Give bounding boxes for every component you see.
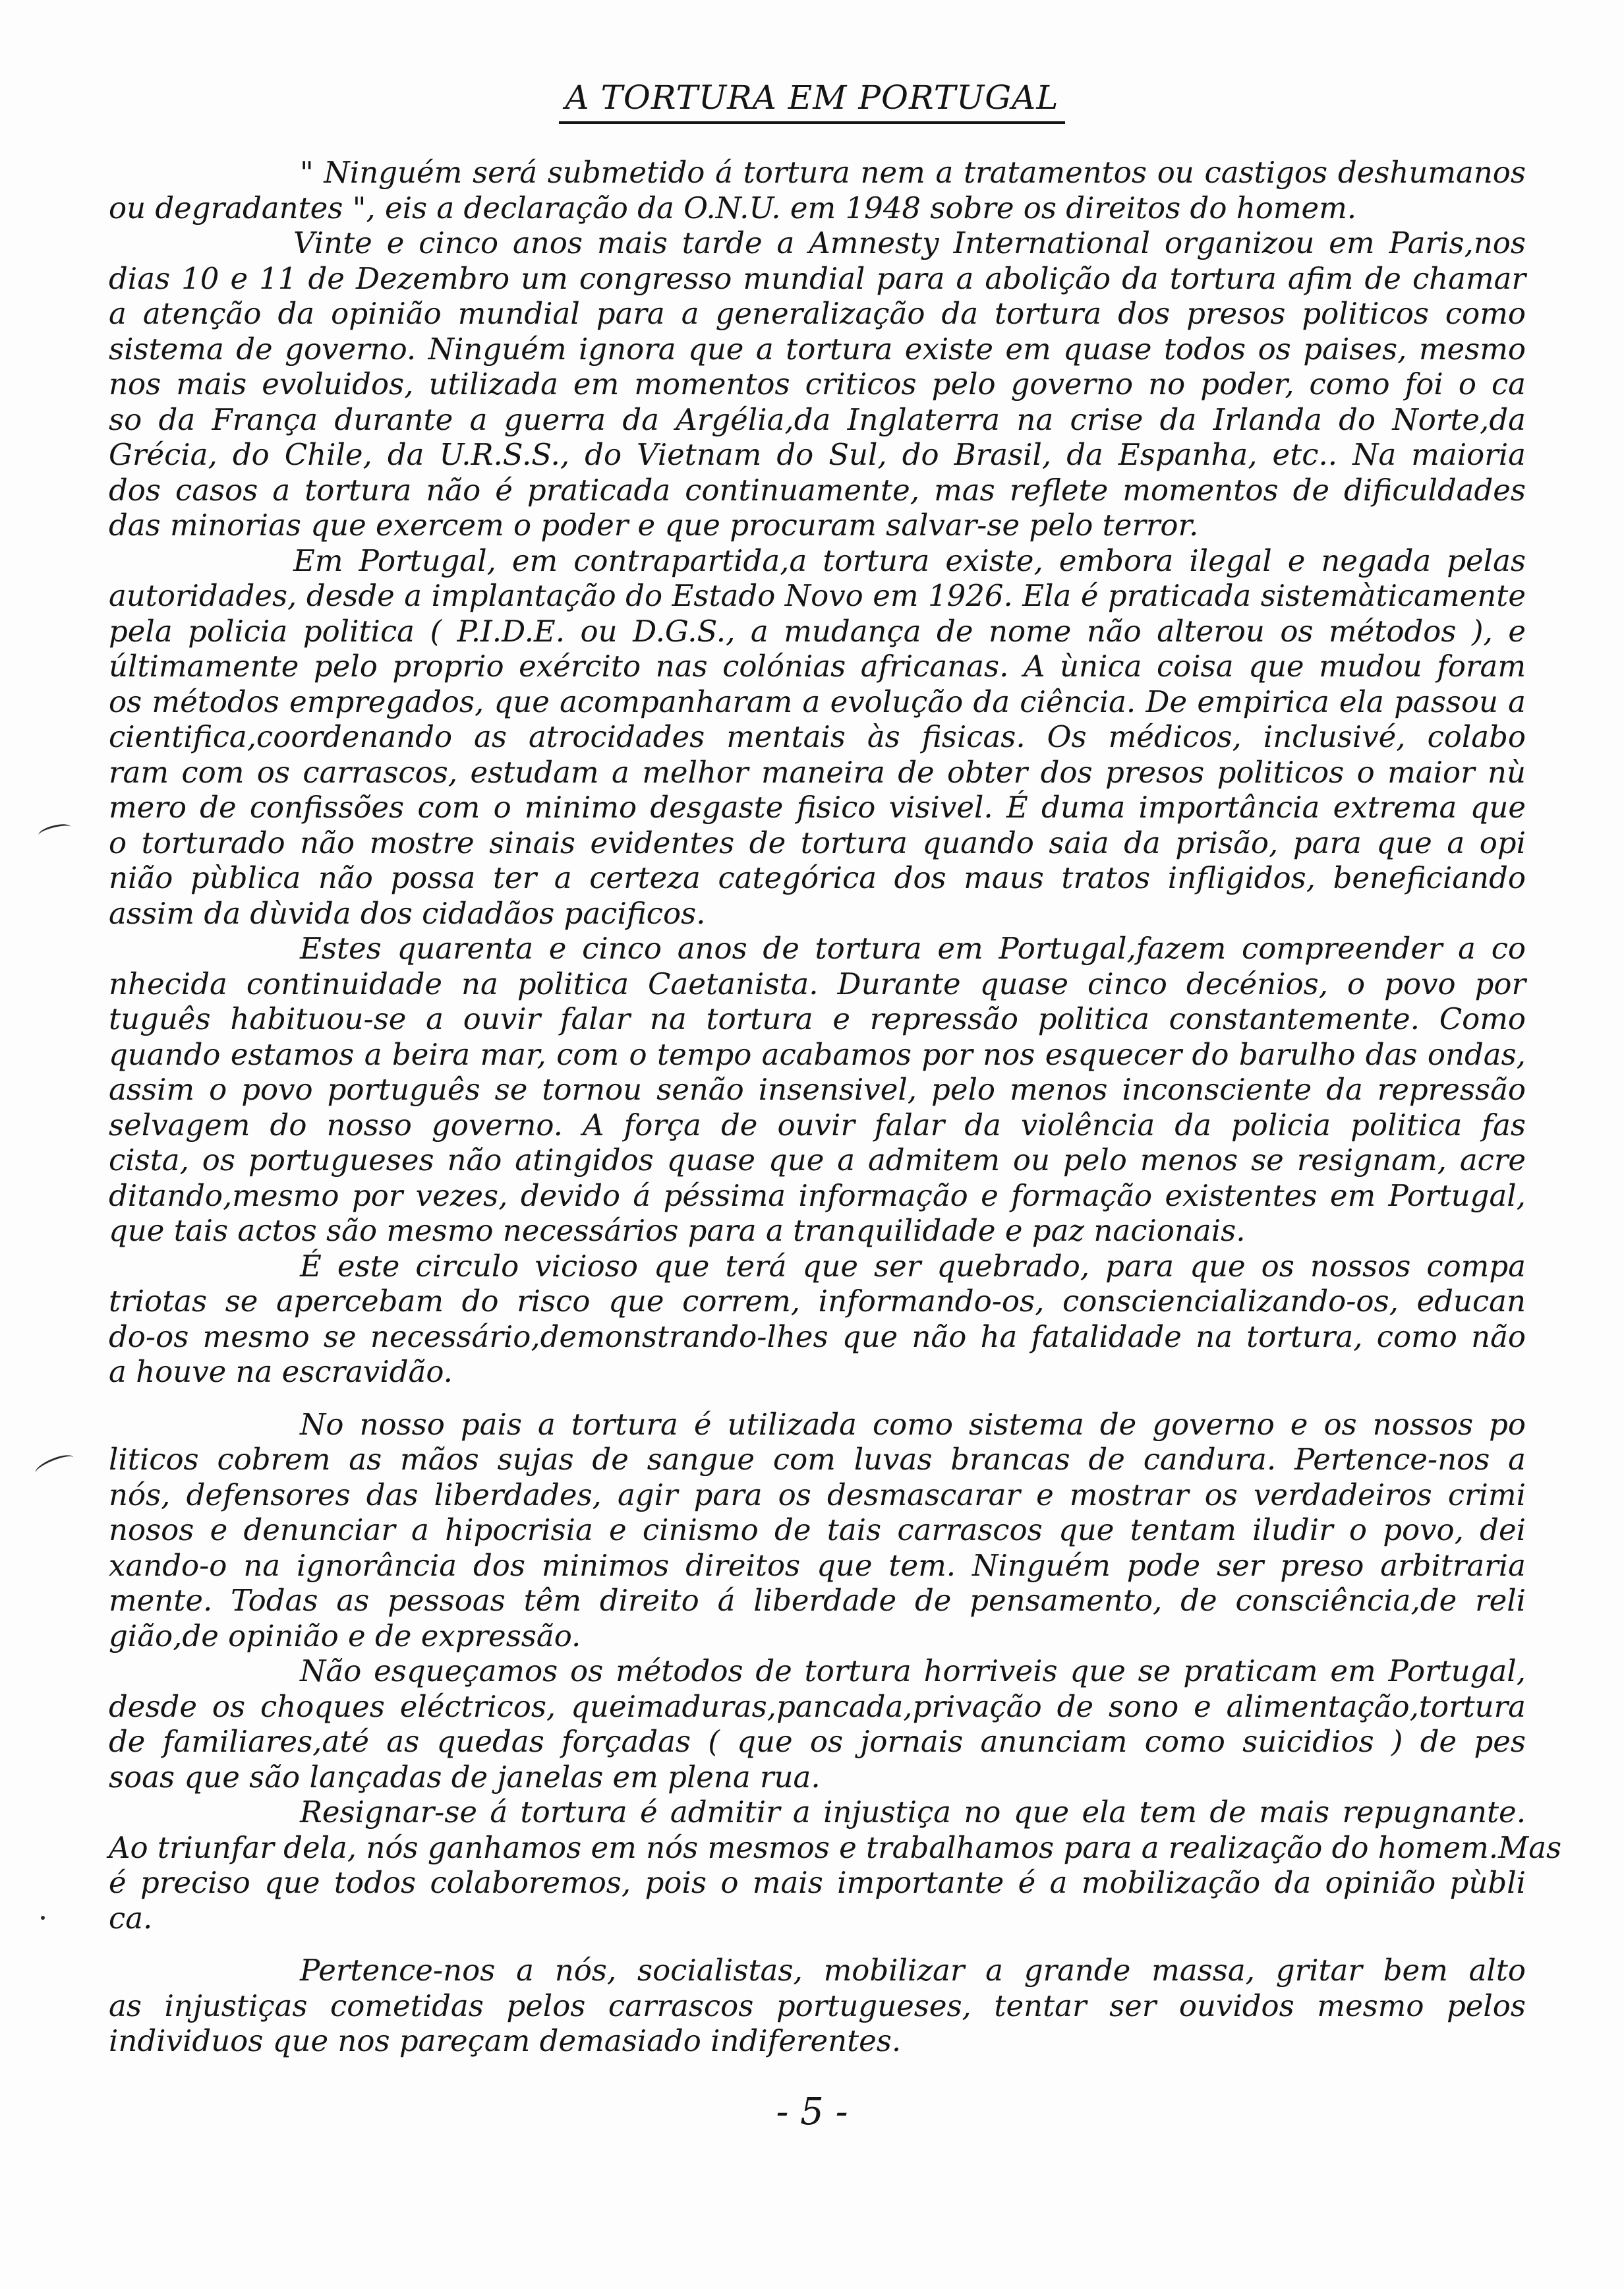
paragraph-vicious-circle <box>109 1249 1526 1390</box>
text-line: nos mais evoluidos, utilizada em momentos criticos pelo governo no poder, como foi o ca <box>109 367 1526 401</box>
text-line: mente. Todas as pessoas têm direito á liberdade de pensamento, de consciência,de reli <box>109 1583 1526 1618</box>
text-line: ditando,mesmo por vezes, devido á péssima informação e formação existentes em Portugal, <box>109 1177 1526 1213</box>
margin-pen-mark <box>38 821 72 841</box>
text-line: assim da dùvida dos cidadãos pacificos. <box>109 895 706 931</box>
text-line: triotas se apercebam do risco que correm, informando-os, consciencializando-os, educan <box>109 1284 1526 1319</box>
text-line: soas que são lançadas de janelas em plena rua. <box>109 1759 821 1795</box>
text-line: Pertence-nos a nós, socialistas, mobilizar a grande massa, gritar bem alto <box>300 1953 1526 1988</box>
text-line: autoridades, desde a implantação do Estado Novo em 1926. Ela é praticada sistemàticamente <box>109 578 1526 613</box>
text-line: a houve na escravidão. <box>109 1354 453 1389</box>
text-line: individuos que nos pareçam demasiado indiferentes. <box>109 2023 902 2058</box>
text-line: as injustiças cometidas pelos carrascos portugueses, tentar ser ouvidos mesmo pelos <box>109 1988 1526 2023</box>
text-line: cista, os portugueses não atingidos quase que a admitem ou pelo menos se resignam, acre <box>109 1143 1526 1177</box>
text-line: a atenção da opinião mundial para a generalização da tortura dos presos politicos como <box>109 296 1526 331</box>
text-line: so da França durante a guerra da Argélia,da Inglaterra na crise da Irlanda do Norte,da <box>109 401 1526 437</box>
document-title <box>0 78 1624 124</box>
text-line: mero de confissões com o minimo desgaste fisico visivel. É duma importância extrema que <box>109 790 1526 825</box>
page-number: - 5 - <box>776 2091 848 2133</box>
text-line: é preciso que todos colaboremos, pois o mais importante é a mobilização da opinião pùbli <box>109 1865 1526 1900</box>
paragraph-methods <box>109 1653 1526 1795</box>
margin-pen-mark <box>33 1451 76 1479</box>
text-line: que tais actos são mesmo necessários para a tranquilidade e paz nacionais. <box>109 1213 1246 1248</box>
text-line: Não esqueçamos os métodos de tortura horriveis que se praticam em Portugal, <box>300 1653 1526 1688</box>
text-line: ou degradantes ", eis a declaração da O.N.U. em 1948 sobre os direitos do homem. <box>109 190 1357 225</box>
text-line: No nosso pais a tortura é utilizada como sistema de governo e os nossos po <box>300 1406 1526 1442</box>
text-line: Estes quarenta e cinco anos de tortura em Portugal,fazem compreender a co <box>300 931 1526 966</box>
document-title-text: A TORTURA EM PORTUGAL <box>559 78 1066 124</box>
text-line: sistema de governo. Ninguém ignora que a tortura existe em quase todos os paises, mesmo <box>109 331 1526 367</box>
text-line: gião,de opinião e de expressão. <box>109 1618 581 1653</box>
text-line: de familiares,até as quedas forçadas ( que os jornais anunciam como suicidios ) de pes <box>109 1724 1526 1759</box>
margin-pen-dot <box>41 1916 45 1920</box>
text-line: quando estamos a beira mar, com o tempo acabamos por nos esquecer do barulho das ondas, <box>109 1036 1526 1072</box>
text-line: nhecida continuidade na politica Caetanista. Durante quase cinco decénios, o povo por <box>109 966 1526 1001</box>
text-line: xando-o na ignorância dos minimos direitos que tem. Ninguém pode ser preso arbitraria <box>109 1547 1526 1583</box>
text-line: nós, defensores das liberdades, agir para os desmascarar e mostrar os verdadeiros crimi <box>109 1477 1526 1512</box>
text-line: Em Portugal, em contrapartida,a tortura existe, embora ilegal e negada pelas <box>293 543 1526 578</box>
text-line: nosos e denunciar a hipocrisia e cinismo de tais carrascos que tentam iludir o povo, dei <box>109 1512 1526 1547</box>
text-line: Grécia, do Chile, da U.R.S.S., do Vietnam do Sul, do Brasil, da Espanha, etc.. Na maioria <box>109 437 1526 472</box>
text-line: liticos cobrem as mãos sujas de sangue com luvas brancas de candura. Pertence-nos a <box>109 1442 1526 1477</box>
text-line: " Ninguém será submetido á tortura nem a tratamentos ou castigos deshumanos <box>300 155 1526 190</box>
paragraph-portugal <box>109 543 1526 932</box>
text-line: Resignar-se á tortura é admitir a injustiça no que ela tem de mais repugnante. <box>300 1795 1526 1829</box>
paragraph-call-to-action <box>109 1953 1526 2059</box>
paragraph-gap <box>109 1390 1526 1407</box>
paragraph-gap <box>109 1936 1526 1953</box>
text-line: pela policia politica ( P.I.D.E. ou D.G.S., a mudança de nome não alterou os métodos ), e <box>109 613 1526 649</box>
text-line: o torturado não mostre sinais evidentes de tortura quando saia da prisão, para que a opi <box>109 825 1526 860</box>
text-line: assim o povo português se tornou senão insensivel, pelo menos inconsciente da repressão <box>109 1072 1526 1107</box>
text-line: cientifica,coordenando as atrocidades mentais às fisicas. Os médicos, inclusivé, colabo <box>109 719 1526 754</box>
text-line: os métodos empregados, que acompanharam a evolução da ciência. De empirica ela passou a <box>109 684 1526 719</box>
text-line: desde os choques eléctricos, queimaduras,pancada,privação de sono e alimentação,tortura <box>109 1688 1526 1724</box>
text-line: das minorias que exercem o poder e que procuram salvar-se pelo terror. <box>109 508 1199 543</box>
text-line: dos casos a tortura não é praticada continuamente, mas reflete momentos de dificuldades <box>109 472 1526 508</box>
paragraph-quote <box>109 155 1526 225</box>
text-line: ram com os carrascos, estudam a melhor maneira de obter dos presos politicos o maior nù <box>109 754 1526 790</box>
text-line: É este circulo vicioso que terá que ser quebrado, para que os nossos compa <box>300 1248 1526 1284</box>
text-line: dias 10 e 11 de Dezembro um congresso mundial para a abolição da tortura afim de chamar <box>109 260 1526 296</box>
text-line: selvagem do nosso governo. A força de ouvir falar da violência da policia politica fas <box>109 1107 1526 1143</box>
paragraph-system-of-government <box>109 1407 1526 1654</box>
text-line: nião pùblica não possa ter a certeza categórica dos maus tratos infligidos, beneficiando <box>109 860 1526 895</box>
text-line: ca. <box>109 1900 153 1936</box>
text-line: últimamente pelo proprio exército nas colónias africanas. A ùnica coisa que mudou foram <box>109 649 1526 684</box>
text-line: do-os mesmo se necessário,demonstrando-lhes que não ha fatalidade na tortura, como não <box>109 1319 1526 1354</box>
paragraph-continuity <box>109 931 1526 1249</box>
paragraph-amnesty <box>109 225 1526 543</box>
document-body <box>109 155 1562 2059</box>
text-line: tuguês habituou-se a ouvir falar na tortura e repressão politica constantemente. Como <box>109 1001 1526 1036</box>
text-line: Ao triunfar dela, nós ganhamos em nós mesmos e trabalhamos para a realização do homem.Mas <box>109 1829 1562 1865</box>
text-line: Vinte e cinco anos mais tarde a Amnesty International organizou em Paris,nos <box>293 225 1526 260</box>
paragraph-resignation <box>109 1795 1562 1936</box>
